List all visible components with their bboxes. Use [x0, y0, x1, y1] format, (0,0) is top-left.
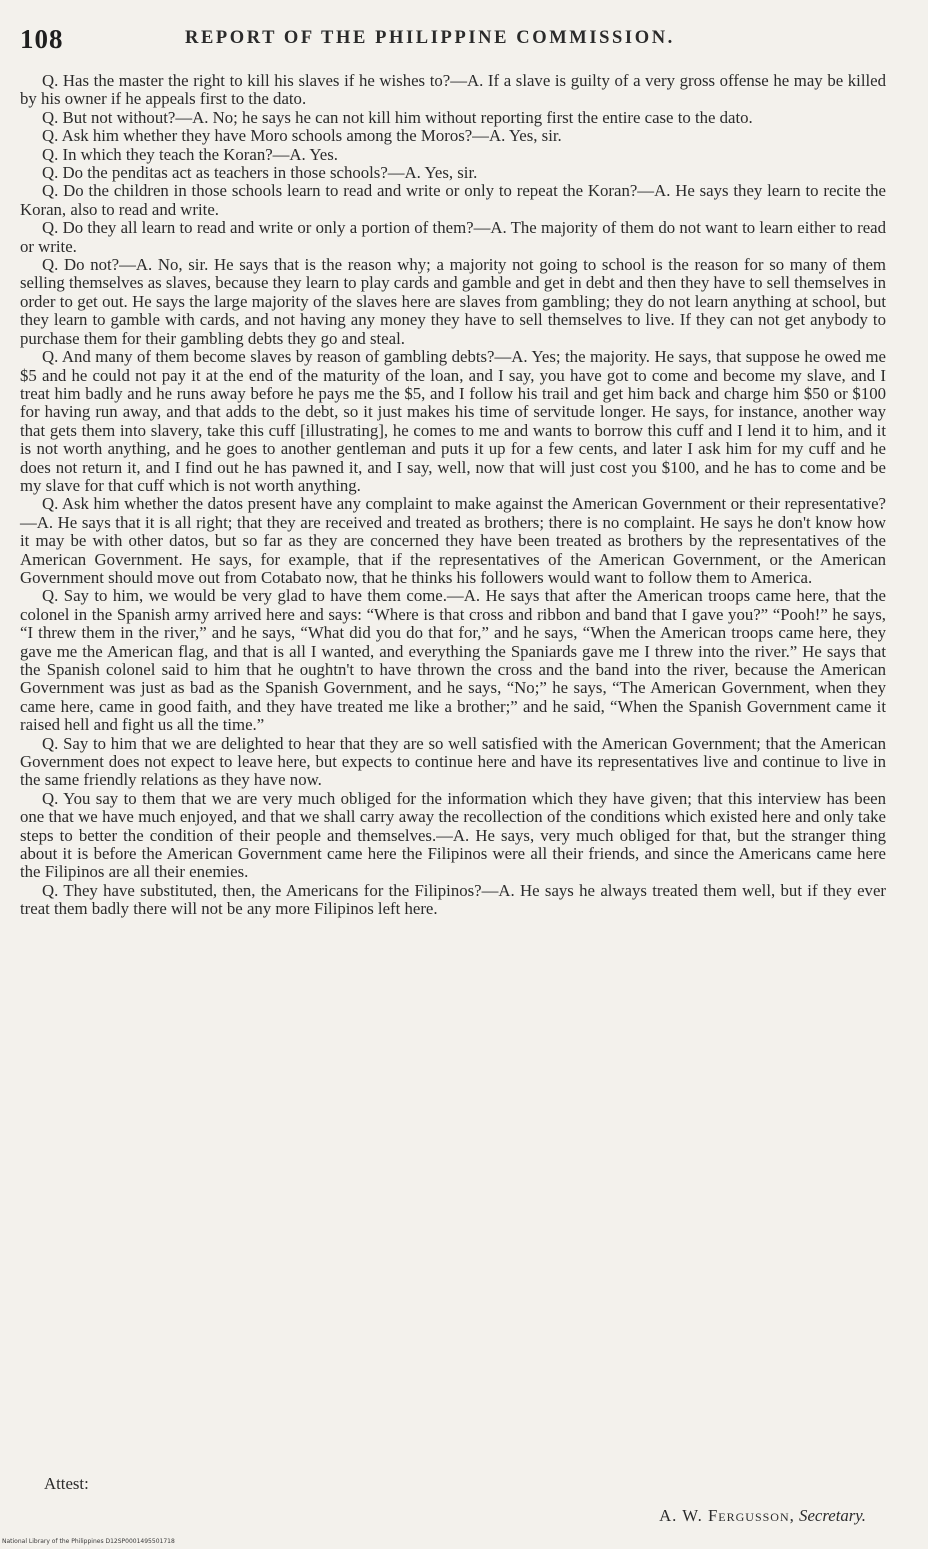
paragraph: Q. In which they teach the Koran?—A. Yes. — [42, 144, 338, 164]
attest-label: Attest: — [44, 1474, 89, 1493]
signature-block — [659, 1506, 866, 1526]
body-text — [20, 72, 886, 919]
paragraph: Q. Ask him whether they have Moro schools among the Moros?—A. Yes, sir. — [42, 126, 562, 146]
paragraph: Q. Do they all learn to read and write or only a portion of them?—A. The majority of them do not want to learn either to read or write. — [20, 218, 886, 256]
paragraph: Q. Do not?—A. No, sir. He says that is the reason why; a majority not going to school is the reason for so many of them selling themselves as slaves, because they learn to play cards and gamble and get in debt and then they have to sell themselves in order to get out. He says the large majority of the slaves here are slaves from gambling; they do not learn anything at school, but they learn to gamble with cards, and not having any money they have to sell themselves to live. If they can not get anybody to purchase them for their gambling debts they go and steal. — [20, 255, 886, 348]
paragraph: Q. And many of them become slaves by reason of gambling debts?—A. Yes; the majority. He says, that suppose he owed me $5 and he could not pay it at the end of the maturity of the loan, and I say, you have got to come and become my slave, and I treat him badly and he runs away before he pays me the $5, and I follow his trail and get him back and charge him $50 or $100 for having run away, and that adds to the debt, so it just makes his time of servitude longer. He says, for instance, another way that gets them into slavery, take this cuff [illustrating], he comes to me and wants to borrow this cuff and I lend it to him, and it is not worth anything, and he goes to another gentleman and puts it up for a few cents, and later I ask him for my cuff and he does not return it, and I find out he has pawned it, and I say, well, now that will just cost you $100, and he has to come and be my slave for that cuff which is not worth anything. — [20, 347, 886, 495]
paragraph: Q. Ask him whether the datos present have any complaint to make against the American Government or their representative?—A. He says that it is all right; that they are received and treated as brothers; there is no complaint. He says he don't know how it may be with other datos, but so far as they are concerned they have been treated as brothers by the representatives of the American Government. He says, for example, that if the representatives of the American Government, or the American Government should move out from Cotabato now, that he thinks his followers would want to follow them to America. — [20, 494, 886, 587]
paragraph: Q. Say to him that we are delighted to hear that they are so well satisfied with the American Government; that the American Government does not expect to leave here, but expects to continue here and have its representatives live and continue to live in the same friendly relations as they have now. — [20, 733, 886, 790]
page-number: 108 — [20, 24, 64, 54]
page-header — [20, 18, 884, 58]
paragraph: Q. They have substituted, then, the Americans for the Filipinos?—A. He says he always treated them well, but if they ever treat them badly there will not be any more Filipinos left here. — [20, 880, 886, 919]
footer-source: National Library of the Philippines D12SP0001495501718 — [2, 1538, 175, 1545]
signature-title: Secretary. — [799, 1506, 866, 1525]
paragraph: Q. But not without?—A. No; he says he can not kill him without reporting first the entire case to the dato. — [42, 107, 753, 127]
running-title: REPORT OF THE PHILIPPINE COMMISSION. — [185, 28, 675, 48]
paragraph: Q. Say to him, we would be very glad to have them come.—A. He says that after the American troops came here, that the colonel in the Spanish army arrived here and says: “Where is that cross and ribbon and band that I gave you?” “Pooh!” he says, “I threw them in the river,” and he says, “What did you do that for,” and he says, “When the American troops came here, they gave me the American flag, and that is all I wanted, and everything the Spaniards gave me I threw into the river.” He says that the Spanish colonel said to him that he oughtn't to have thrown the cross and the band into the river, because the American Government was just as bad as the Spanish Government, and he says, “No;” he says, “The American Government, when they came here, came in good faith, and they have treated me like a brother;” and he said, “When the Spanish Government came it raised hell and fight us all the time.” — [20, 586, 886, 735]
paragraph: Q. Do the children in those schools learn to read and write or only to repeat the Koran?—A. He says they learn to recite the Koran, also to read and write. — [20, 181, 886, 219]
paragraph: Q. Has the master the right to kill his slaves if he wishes to?—A. If a slave is guilty of a very gross offense he may be killed by his owner if he appeals first to the dato. — [20, 71, 886, 109]
paragraph: Q. Do the penditas act as teachers in those schools?—A. Yes, sir. — [42, 163, 478, 183]
signature-name: A. W. Fergusson, — [659, 1506, 795, 1525]
paragraph: Q. You say to them that we are very much obliged for the information which they have given; that this interview has been one that we have much enjoyed, and that we shall carry away the recollection of the conditions which existed here and only take steps to better the condition of their people and themselves.—A. He says, very much obliged for that, but the stranger thing about it is before the American Government came here the Filipinos were all their friends, and since the Americans came here the Filipinos are all their enemies. — [20, 788, 886, 882]
